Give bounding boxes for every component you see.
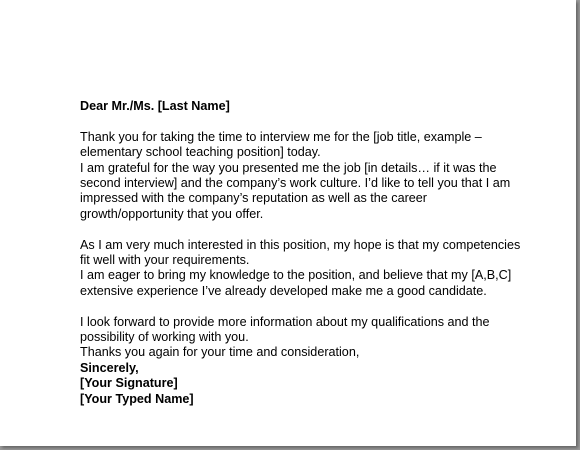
paragraph-spacer — [80, 299, 550, 314]
text-line: extensive experience I’ve already developed make me a good candidate. — [80, 283, 487, 298]
typed-name-placeholder: [Your Typed Name] — [80, 391, 194, 406]
text-line: Thank you for taking the time to interview me for the [job title, example – — [80, 129, 482, 144]
paragraph-spacer — [80, 222, 550, 237]
letter-body — [80, 99, 550, 407]
text-line: Thanks you again for your time and consideration, — [80, 345, 360, 360]
text-line: elementary school teaching position] today. — [80, 145, 321, 160]
signature-placeholder: [Your Signature] — [80, 376, 178, 391]
text-line: I am grateful for the way you presented me the job [in details… if it was the — [80, 160, 497, 175]
text-line: I look forward to provide more information about my qualifications and the — [80, 314, 490, 329]
text-line: possibility of working with you. — [80, 330, 249, 345]
salutation: Dear Mr./Ms. [Last Name] — [80, 99, 230, 113]
text-line: impressed with the company’s reputation as well as the career — [80, 191, 427, 206]
text-line: second interview] and the company’s work culture. I’d like to tell you that I am — [80, 176, 511, 191]
text-line: fit well with your requirements. — [80, 253, 250, 268]
paragraph-closing — [80, 315, 550, 361]
paragraph-thank-you — [80, 130, 550, 222]
text-line: I am eager to bring my knowledge to the position, and believe that my [A,B,C] — [80, 268, 512, 283]
text-line: As I am very much interested in this position, my hope is that my competencies — [80, 237, 521, 252]
text-line: growth/opportunity that you offer. — [80, 206, 264, 221]
paragraph-interest — [80, 238, 550, 300]
paragraph-spacer — [80, 114, 550, 129]
closing: Sincerely, — [80, 360, 139, 375]
